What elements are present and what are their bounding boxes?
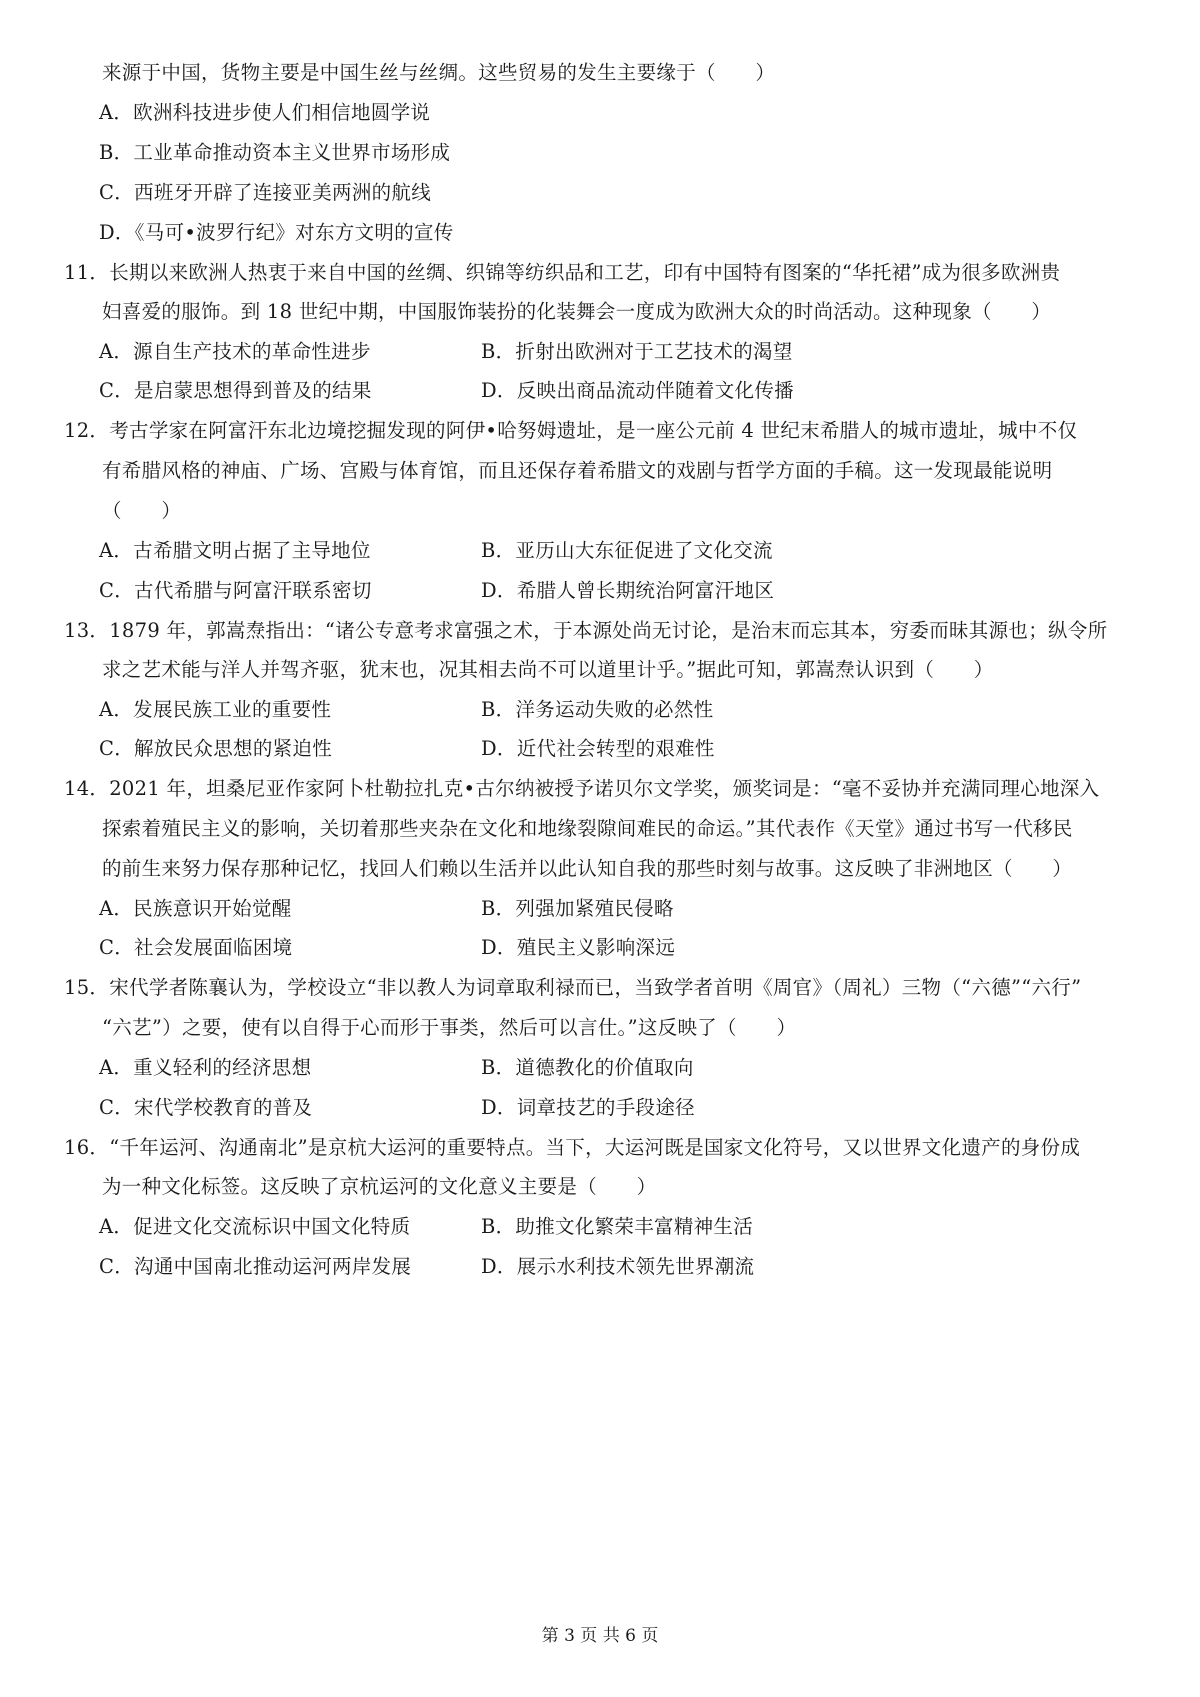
q10-option-c: C．西班牙开辟了连接亚美两洲的航线 xyxy=(99,181,432,204)
q16-option-b: B．助推文化繁荣丰富精神生活 xyxy=(481,1215,754,1238)
q12-stem-line2: 有希腊风格的神庙、广场、宫殿与体育馆，而且还保存着希腊文的戏剧与哲学方面的手稿。这一发现最能说明 xyxy=(102,459,1053,482)
q12-stem-line1: 12．考古学家在阿富汗东北边境挖掘发现的阿伊•哈努姆遗址，是一座公元前 4 世纪末希腊人的城市遗址，城中不仅 xyxy=(64,419,1078,442)
q15-stem-line1: 15．宋代学者陈襄认为，学校设立“非以教人为词章取利禄而已，当致学者首明《周官》（周礼）三物（“六德”“六行” xyxy=(64,976,1082,999)
q14-option-b: B．列强加紧殖民侵略 xyxy=(481,897,674,920)
page-number-footer: 第 3 页 共 6 页 xyxy=(541,1626,659,1646)
q13-option-a: A．发展民族工业的重要性 xyxy=(99,698,332,721)
q14-option-c: C．社会发展面临困境 xyxy=(99,936,293,959)
q14-stem-line3: 的前生来努力保存那种记忆，找回人们赖以生活并以此认知自我的那些时刻与故事。这反映了非洲地区（ ） xyxy=(102,857,1073,880)
q11-stem-line1: 11．长期以来欧洲人热衷于来自中国的丝绸、织锦等纺织品和工艺，印有中国特有图案的“华托裙”成为很多欧洲贵 xyxy=(64,261,1061,284)
q16-option-c: C．沟通中国南北推动运河两岸发展 xyxy=(99,1255,412,1278)
q13-option-b: B．洋务运动失败的必然性 xyxy=(481,698,714,721)
q10-stem-tail: 来源于中国，货物主要是中国生丝与丝绸。这些贸易的发生主要缘于（ ） xyxy=(102,61,776,84)
q13-stem-line1: 13．1879 年，郭嵩焘指出：“诸公专意考求富强之术，于本源处尚无讨论，是治末而忘其本，穷委而昧其源也；纵令所 xyxy=(64,619,1108,642)
q15-option-d: D．词章技艺的手段途径 xyxy=(481,1096,695,1119)
q15-option-a: A．重义轻利的经济思想 xyxy=(99,1056,312,1079)
q15-stem-line2: “六艺”）之要，使有以自得于心而形于事类，然后可以言仕。”这反映了（ ） xyxy=(102,1016,797,1039)
q14-option-d: D．殖民主义影响深远 xyxy=(481,936,676,959)
q11-option-d: D．反映出商品流动伴随着文化传播 xyxy=(481,379,794,402)
q13-stem-line2: 求之艺术能与洋人并驾齐驱，犹末也，况其相去尚不可以道里计乎。”据此可知，郭嵩焘认识到（ ） xyxy=(102,658,994,681)
q13-option-d: D．近代社会转型的艰难性 xyxy=(481,737,715,760)
q16-option-a: A．促进文化交流标识中国文化特质 xyxy=(99,1215,411,1238)
q13-option-c: C．解放民众思想的紧迫性 xyxy=(99,737,333,760)
q16-stem-line2: 为一种文化标签。这反映了京杭运河的文化意义主要是（ ） xyxy=(102,1175,657,1198)
q10-option-d: D．《马可•波罗行纪》对东方文明的宣传 xyxy=(99,221,454,244)
q12-option-a: A．古希腊文明占据了主导地位 xyxy=(99,539,371,562)
q12-option-b: B．亚历山大东征促进了文化交流 xyxy=(481,539,773,562)
q10-option-a: A．欧洲科技进步使人们相信地圆学说 xyxy=(99,101,431,124)
q12-option-d: D．希腊人曾长期统治阿富汗地区 xyxy=(481,579,775,602)
q11-stem-line2: 妇喜爱的服饰。到 18 世纪中期，中国服饰装扮的化装舞会一度成为欧洲大众的时尚活动。这种现象（ ） xyxy=(102,300,1052,323)
q15-option-b: B．道德教化的价值取向 xyxy=(481,1056,694,1079)
q14-stem-line1: 14．2021 年，坦桑尼亚作家阿卜杜勒拉扎克•古尔纳被授予诺贝尔文学奖，颁奖词是：“毫不妥协并充满同理心地深入 xyxy=(64,777,1100,800)
q12-stem-line3: （ ） xyxy=(102,499,182,522)
q11-option-c: C．是启蒙思想得到普及的结果 xyxy=(99,379,372,402)
q10-option-b: B．工业革命推动资本主义世界市场形成 xyxy=(99,141,451,164)
q15-option-c: C．宋代学校教育的普及 xyxy=(99,1096,313,1119)
q14-stem-line2: 探索着殖民主义的影响，关切着那些夹杂在文化和地缘裂隙间难民的命运。”其代表作《天堂》通过书写一代移民 xyxy=(102,817,1073,840)
q16-option-d: D．展示水利技术领先世界潮流 xyxy=(481,1255,755,1278)
q14-option-a: A．民族意识开始觉醒 xyxy=(99,897,292,920)
q12-option-c: C．古代希腊与阿富汗联系密切 xyxy=(99,579,372,602)
q11-option-b: B．折射出欧洲对于工艺技术的渴望 xyxy=(481,340,793,363)
q11-option-a: A．源自生产技术的革命性进步 xyxy=(99,340,371,363)
q16-stem-line1: 16．“千年运河、沟通南北”是京杭大运河的重要特点。当下，大运河既是国家文化符号，又以世界文化遗产的身份成 xyxy=(64,1136,1081,1159)
